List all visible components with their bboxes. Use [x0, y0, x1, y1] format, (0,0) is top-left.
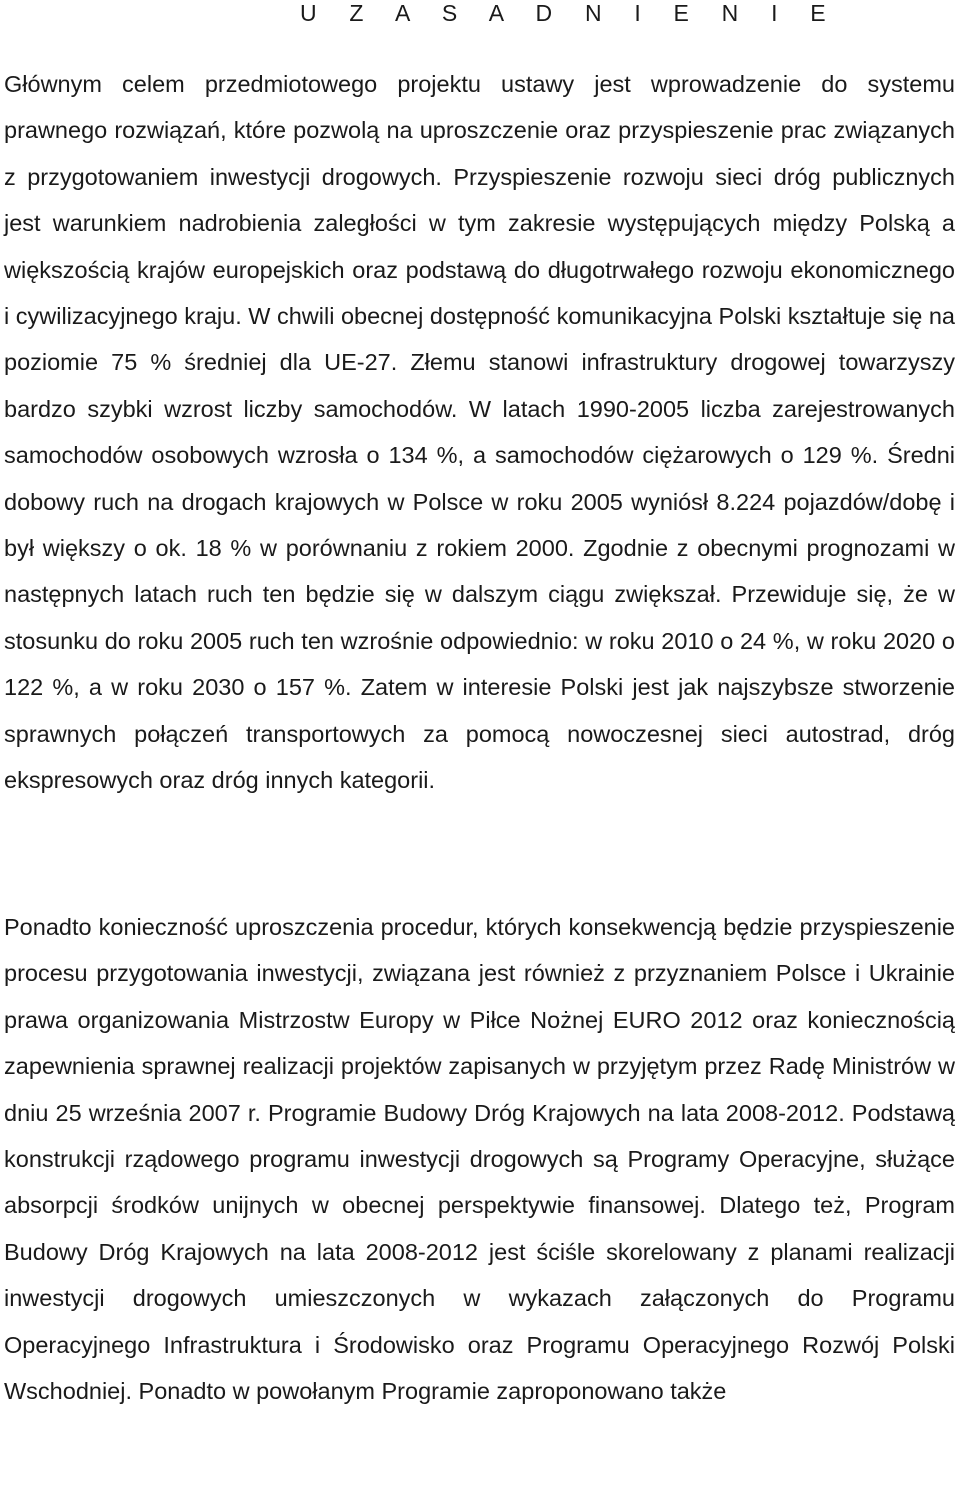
paragraph-2: Ponadto konieczność uproszczenia procedur, których konsekwencją będzie przyspieszenie procesu przygotowania inwestycji, związana jest również z przyznaniem Polsce i Ukrainie prawa organizowania Mistrzostw Europy w Piłce Nożnej EURO 2012 oraz koniecznością zapewnienia sprawnej realizacji projektów zapisanych w przyjętym przez Radę Ministrów w dniu 25 września 2007 r. Programie Budowy Dróg Krajowych na lata 2008-2012. Podstawą konstrukcji rządowego programu inwestycji drogowych są Programy Operacyjne, służące absorpcji środków unijnych w obecnej perspektywie finansowej. Dlatego też, Program Budowy Dróg Krajowych na lata 2008-2012 jest ściśle skorelowany z planami realizacji inwestycji drogowych umieszczonych w wykazach załączonych do Programu Operacyjnego Infrastruktura i Środowisko oraz Programu Operacyjnego Rozwój Polski Wschodniej. Ponadto w powołanym Programie zaproponowano także [4, 914, 955, 1405]
paragraph-1: Głównym celem przedmiotowego projektu ustawy jest wprowadzenie do systemu prawnego rozwiązań, które pozwolą na uproszczenie oraz przyspieszenie prac związanych z przygotowaniem inwestycji drogowych. Przyspieszenie rozwoju sieci dróg publicznych jest warunkiem nadrobienia zaległości w tym zakresie występujących między Polską a większością krajów europejskich oraz podstawą do długotrwałego rozwoju ekonomicznego i cywilizacyjnego kraju. W chwili obecnej dostępność komunikacyjna Polski kształtuje się na poziomie 75 % średniej dla UE-27. Złemu stanowi infrastruktury drogowej towarzyszy bardzo szybki wzrost liczby samochodów. W latach 1990-2005 liczba zarejestrowanych samochodów osobowych wzrosła o 134 %, a samochodów ciężarowych o 129 %. Średni dobowy ruch na drogach krajowych w Polsce w roku 2005 wyniósł 8.224 pojazdów/dobę i był większy o ok. 18 % w porównaniu z rokiem 2000. Zgodnie z obecnymi prognozami w następnych latach ruch ten będzie się w dalszym ciągu zwiększał. Przewiduje się, że w stosunku do roku 2005 ruch ten wzrośnie odpowiednio: w roku 2010 o 24 %, w roku 2020 o 122 %, a w roku 2030 o 157 %. Zatem w interesie Polski jest jak najszybsze stworzenie sprawnych połączeń transportowych za pomocą nowoczesnej sieci autostrad, dróg ekspresowych oraz dróg innych kategorii. [4, 71, 955, 794]
document-title: U Z A S A D N I E N I E [300, 0, 839, 26]
